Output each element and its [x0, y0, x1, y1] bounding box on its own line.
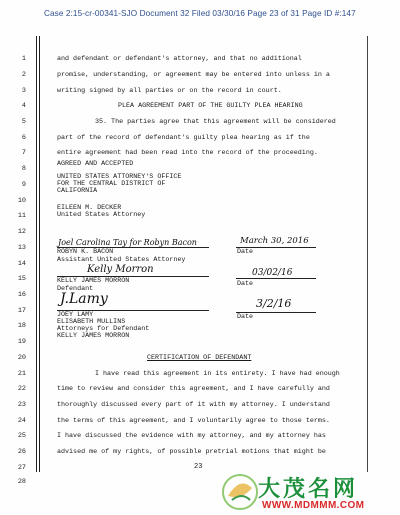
line-number: 2 [21, 71, 26, 79]
left-margin-rule-inner [39, 36, 40, 472]
office-line: CALIFORNIA [57, 187, 98, 195]
line-number: 19 [17, 338, 26, 346]
signer-title: Assistant United States Attorney [57, 256, 186, 264]
line-number: 18 [17, 322, 26, 330]
body-line: advised me of my rights, of possible pretrial motions that might be [57, 448, 326, 456]
signer-name: JOEY LAMY [57, 311, 94, 319]
line-number: 22 [17, 385, 26, 393]
line-number: 23 [17, 401, 26, 409]
date-line [236, 278, 316, 279]
page-number: 23 [194, 463, 203, 471]
watermark-url: WWW.MDMMM.COM [262, 500, 365, 511]
section-heading: PLEA AGREEMENT PART OF THE GUILTY PLEA HEARING [118, 102, 303, 110]
signer-title: Defendant [57, 285, 94, 293]
case-header: Case 2:15-cr-00341-SJO Document 32 Filed 03/30/16 Page 23 of 31 Page ID #:147 [44, 9, 356, 18]
line-number: 20 [17, 354, 26, 362]
line-number: 24 [17, 417, 26, 425]
right-margin-rule [367, 36, 368, 472]
body-line: I have read this agreement in its entirety. I have had enough [95, 370, 340, 378]
certification-heading: CERTIFICATION OF DEFENDANT [147, 354, 252, 362]
body-line: 35. The parties agree that this agreement will be considered [95, 118, 336, 126]
watermark-title: 大茂名网 [258, 477, 359, 502]
line-number: 11 [17, 212, 26, 220]
signer-name: KELLY JAMES MORRON [57, 277, 130, 285]
office-line: UNITED STATES ATTORNEY'S OFFICE [57, 173, 182, 181]
attorney-title: United States Attorney [57, 211, 146, 219]
date-label: Date [237, 248, 254, 256]
line-number: 7 [21, 149, 26, 157]
line-number: 16 [17, 291, 26, 299]
line-number: 3 [21, 87, 26, 95]
lamy-signature: J.Lamy [60, 291, 108, 307]
body-line: writing signed by all parties or on the record in court. [57, 87, 282, 95]
body-line: I have discussed the evidence with my attorney, and my attorney has [57, 432, 326, 440]
line-number: 1 [21, 55, 26, 63]
body-line: the terms of this agreement, and I voluntarily agree to those terms. [57, 417, 330, 425]
date-label: Date [237, 313, 254, 321]
line-number: 28 [17, 478, 26, 486]
line-number: 21 [17, 370, 26, 378]
line-number: 8 [21, 165, 26, 173]
agreed-label: AGREED AND ACCEPTED [57, 160, 134, 168]
line-number: 5 [21, 118, 26, 126]
signer-title: Attorneys for Defendant [57, 325, 150, 333]
line-number: 15 [17, 275, 26, 283]
signer-name: ROBYN K. BACON [57, 248, 114, 256]
line-number: 10 [17, 197, 26, 205]
body-line: and defendant or defendant's attorney, and that no additional [57, 55, 302, 63]
line-number: 17 [17, 307, 26, 315]
line-number: 12 [17, 228, 26, 236]
line-number: 4 [21, 102, 26, 110]
morron-date-handwritten: 03/02/16 [252, 268, 293, 278]
line-number: 26 [17, 448, 26, 456]
bacon-signature: Joel Carolina Tay for Robyn Bacon [58, 238, 197, 247]
line-number: 9 [21, 181, 26, 189]
line-number: 6 [21, 134, 26, 142]
line-number: 25 [17, 432, 26, 440]
signer-title: KELLY JAMES MORRON [57, 332, 130, 340]
office-line: FOR THE CENTRAL DISTRICT OF [57, 180, 166, 188]
attorney-name: EILEEN M. DECKER [57, 204, 122, 212]
body-line: thoroughly discussed every part of it with my attorney. I understand [57, 401, 330, 409]
morron-signature: Kelly Morron [87, 264, 154, 275]
body-line: promise, understanding, or agreement may be entered into unless in a [57, 71, 330, 79]
body-line: entire agreement had been read into the record of the proceeding. [57, 149, 318, 157]
left-margin-rule [36, 36, 37, 472]
bacon-date-handwritten: March 30, 2016 [240, 236, 309, 246]
line-number: 27 [17, 464, 26, 472]
line-number: 14 [17, 260, 26, 268]
signer-name: ELISABETH MULLINS [57, 318, 126, 326]
body-line: time to review and consider this agreement, and I have carefully and [57, 385, 330, 393]
lamy-date-handwritten: 3/2/16 [256, 297, 292, 310]
date-label: Date [237, 280, 254, 288]
body-line: part of the record of defendant's guilty plea hearing as if the [57, 134, 310, 142]
line-number: 13 [17, 244, 26, 252]
